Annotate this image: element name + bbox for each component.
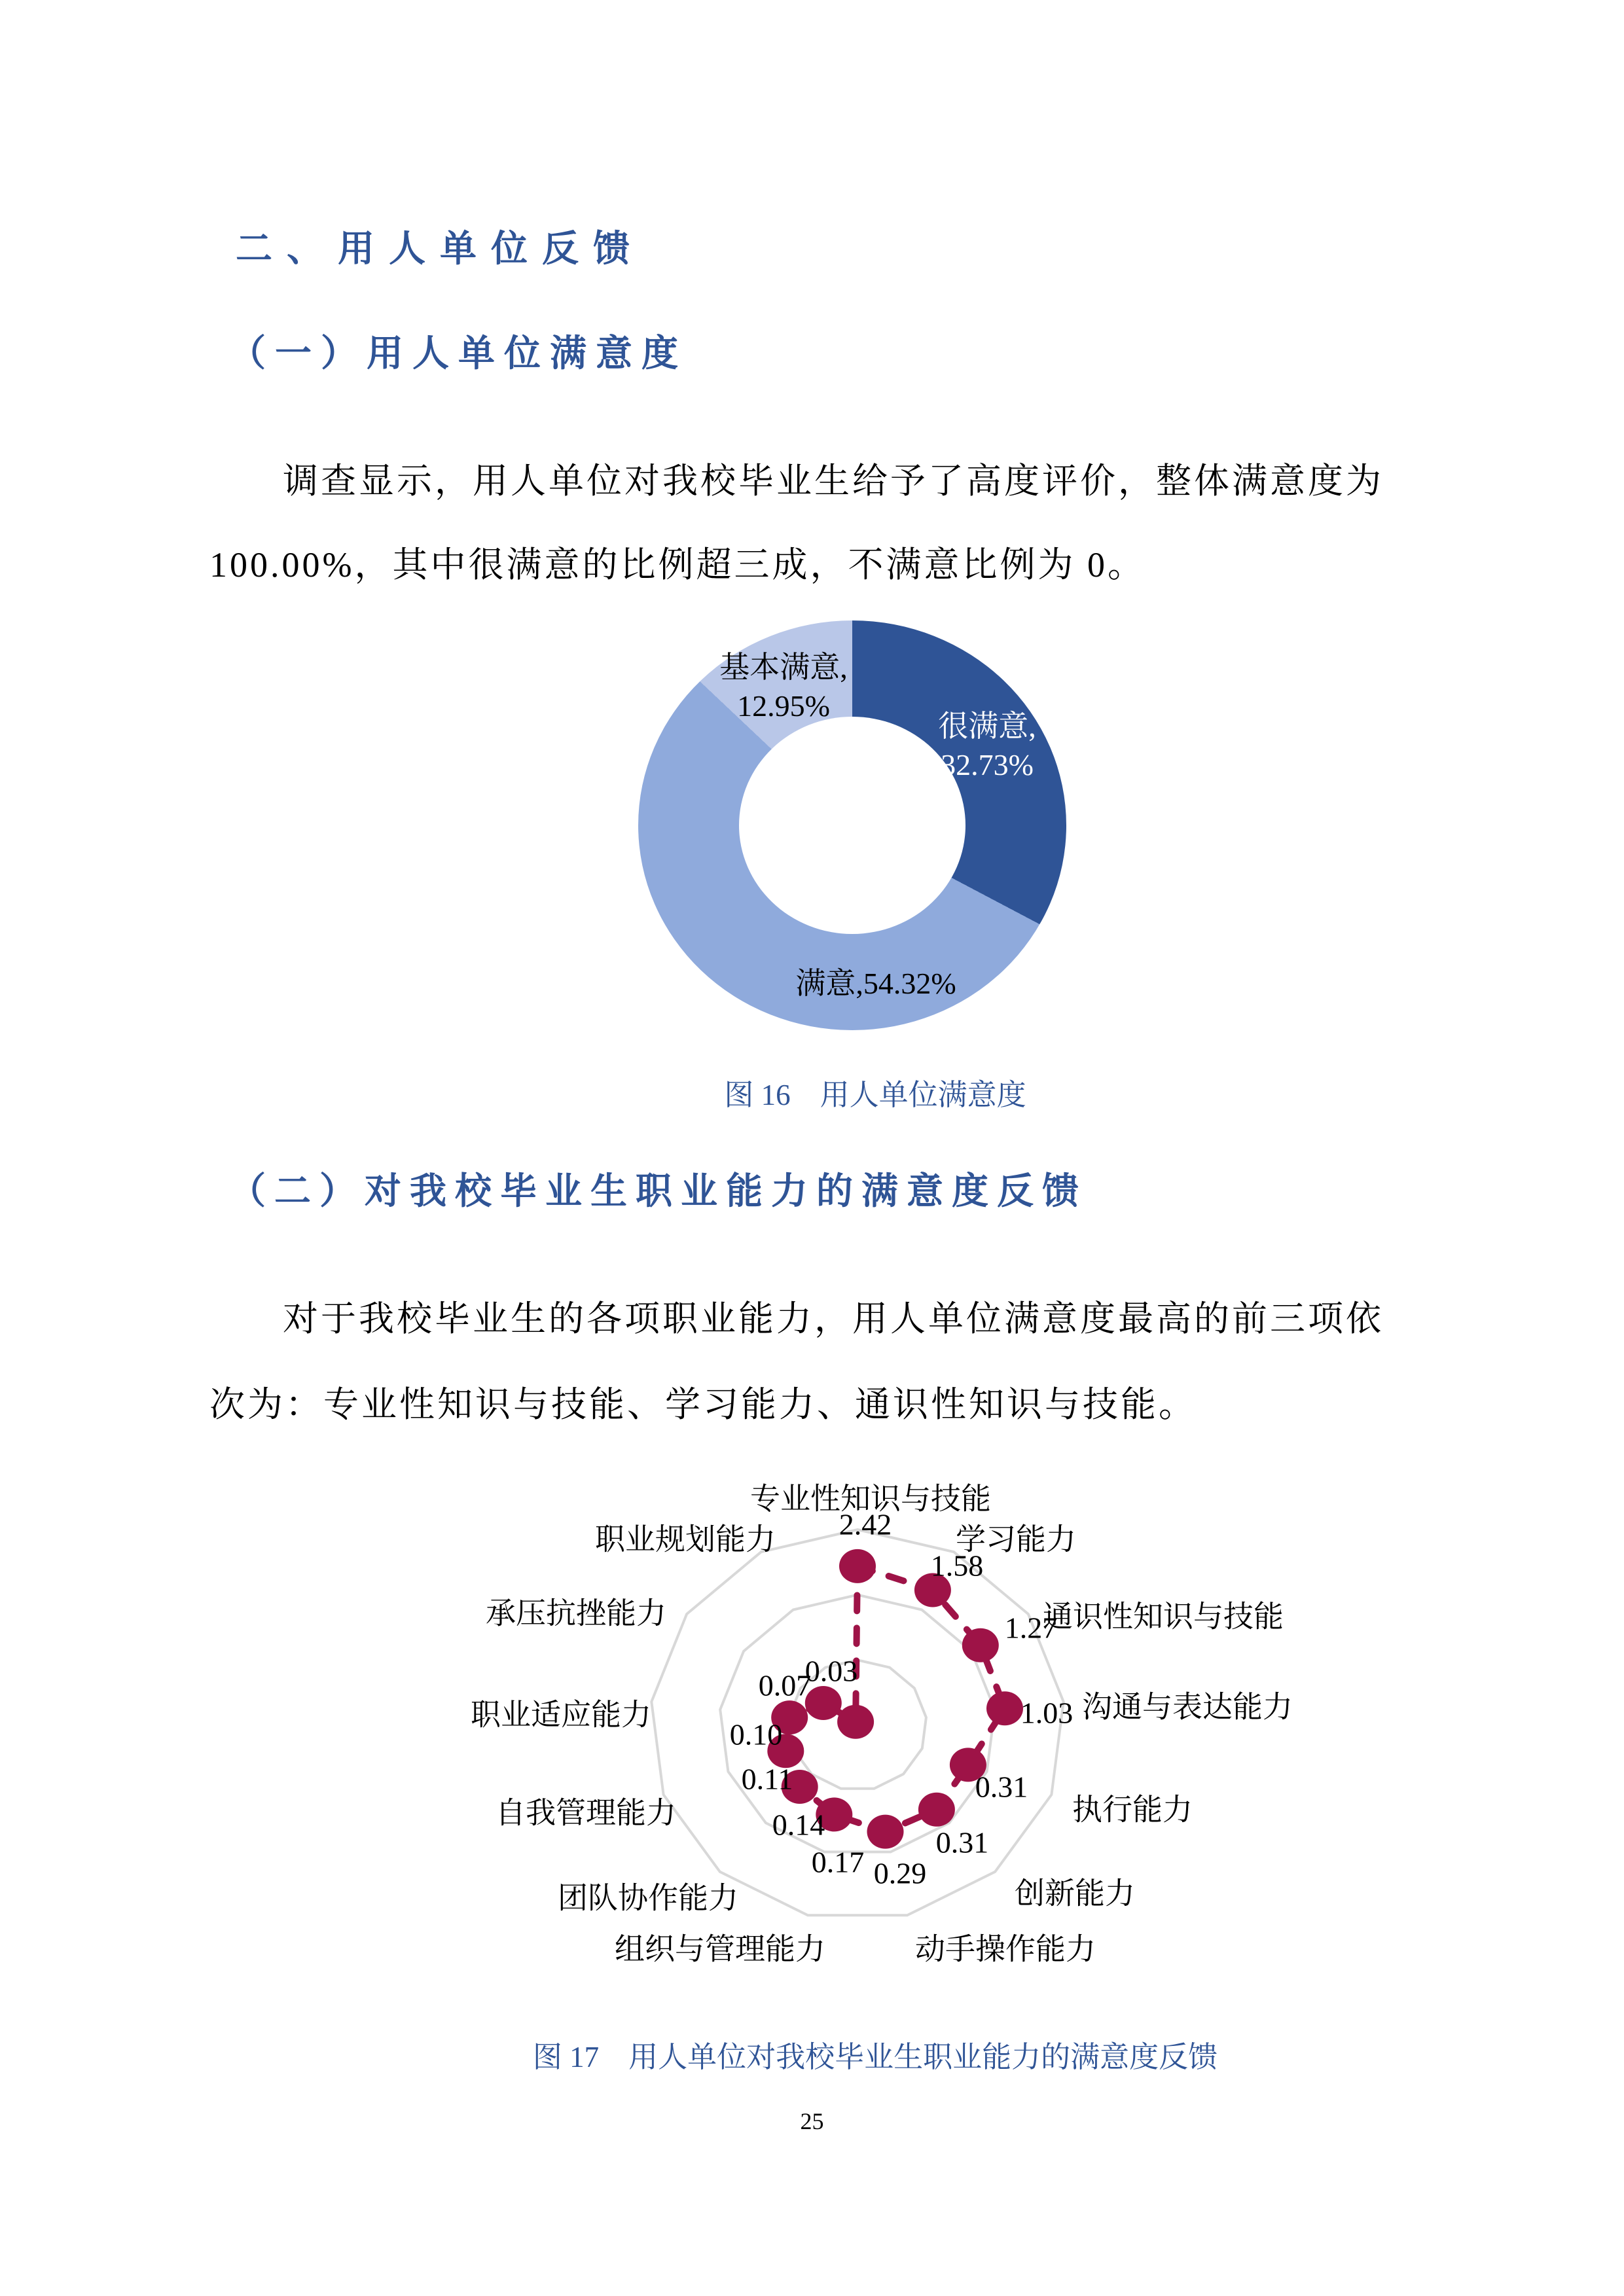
paragraph-line: 100.00%，其中很满意的比例超三成，不满意比例为 0。 (209, 545, 1146, 584)
radar-category-label: 动手操作能力 (915, 1932, 1096, 1966)
radar-category-label: 组织与管理能力 (615, 1932, 825, 1966)
page-number: 25 (800, 2108, 824, 2134)
radar-value-label: 2.42 (839, 1507, 892, 1541)
radar-category-label: 承压抗挫能力 (486, 1596, 666, 1630)
figure-17-caption: 图 17 用人单位对我校毕业生职业能力的满意度反馈 (532, 2041, 1218, 2073)
radar-category-label: 专业性知识与技能 (750, 1482, 991, 1516)
radar-data-point (918, 1793, 955, 1827)
radar-category-label: 执行能力 (1072, 1793, 1193, 1827)
employer-satisfaction-donut-chart (638, 620, 1066, 1030)
pie-label-line: 12.95% (737, 689, 830, 723)
pie-label-very-satisfied (922, 707, 1053, 784)
figure-16-caption: 图 16 用人单位满意度 (724, 1079, 1026, 1111)
radar-value-label: 0.17 (811, 1845, 865, 1879)
radar-value-label: 0.31 (935, 1825, 989, 1859)
pie-label-line: 基本满意, (719, 651, 848, 684)
radar-category-label: 通识性知识与技能 (1043, 1600, 1284, 1634)
radar-data-point (962, 1628, 999, 1662)
radar-value-label: 0.10 (729, 1717, 783, 1751)
pie-label-basically-satisfied (718, 648, 849, 725)
radar-category-label: 学习能力 (956, 1522, 1076, 1556)
pie-label-line: 满意,54.32% (795, 967, 956, 1000)
radar-category-label: 自我管理能力 (496, 1796, 676, 1830)
radar-category-label: 创新能力 (1015, 1876, 1135, 1910)
section-heading: 二、用人单位反馈 (236, 229, 644, 270)
paragraph-line: 调查显示，用人单位对我校毕业生给予了高度评价，整体满意度为 (283, 461, 1384, 501)
paragraph-line: 对于我校毕业生的各项职业能力，用人单位满意度最高的前三项依 (283, 1299, 1384, 1338)
radar-data-point (867, 1815, 904, 1849)
subsection-heading-employer-satisfaction: （一）用人单位满意度 (229, 334, 687, 374)
radar-value-label: 0.03 (804, 1654, 858, 1688)
pie-label-line: 32.73% (941, 748, 1034, 781)
pie-label-line: 很满意, (938, 709, 1036, 743)
radar-category-label: 职业适应能力 (471, 1698, 651, 1732)
paragraph-line: 次为：专业性知识与技能、学习能力、通识性知识与技能。 (209, 1385, 1197, 1424)
radar-value-label: 0.14 (772, 1808, 825, 1842)
pie-label-satisfied (791, 964, 961, 1003)
radar-category-label: 职业规划能力 (595, 1522, 776, 1556)
radar-value-label: 0.29 (873, 1856, 927, 1890)
subsection-heading-career-ability-feedback: （二）对我校毕业生职业能力的满意度反馈 (229, 1172, 1087, 1212)
career-ability-radar-chart (458, 1476, 1309, 1980)
radar-data-point (837, 1705, 874, 1739)
radar-value-label: 1.27 (1004, 1611, 1058, 1645)
radar-value-label: 0.07 (758, 1668, 812, 1702)
radar-value-label: 1.58 (930, 1549, 984, 1583)
radar-value-label: 0.11 (741, 1762, 793, 1796)
radar-category-label: 沟通与表达能力 (1082, 1690, 1293, 1724)
radar-value-label: 1.03 (1020, 1696, 1074, 1730)
radar-category-label: 团队协作能力 (558, 1881, 738, 1915)
radar-data-point (986, 1691, 1023, 1725)
radar-value-label: 0.31 (975, 1770, 1028, 1804)
radar-data-point (839, 1549, 876, 1583)
